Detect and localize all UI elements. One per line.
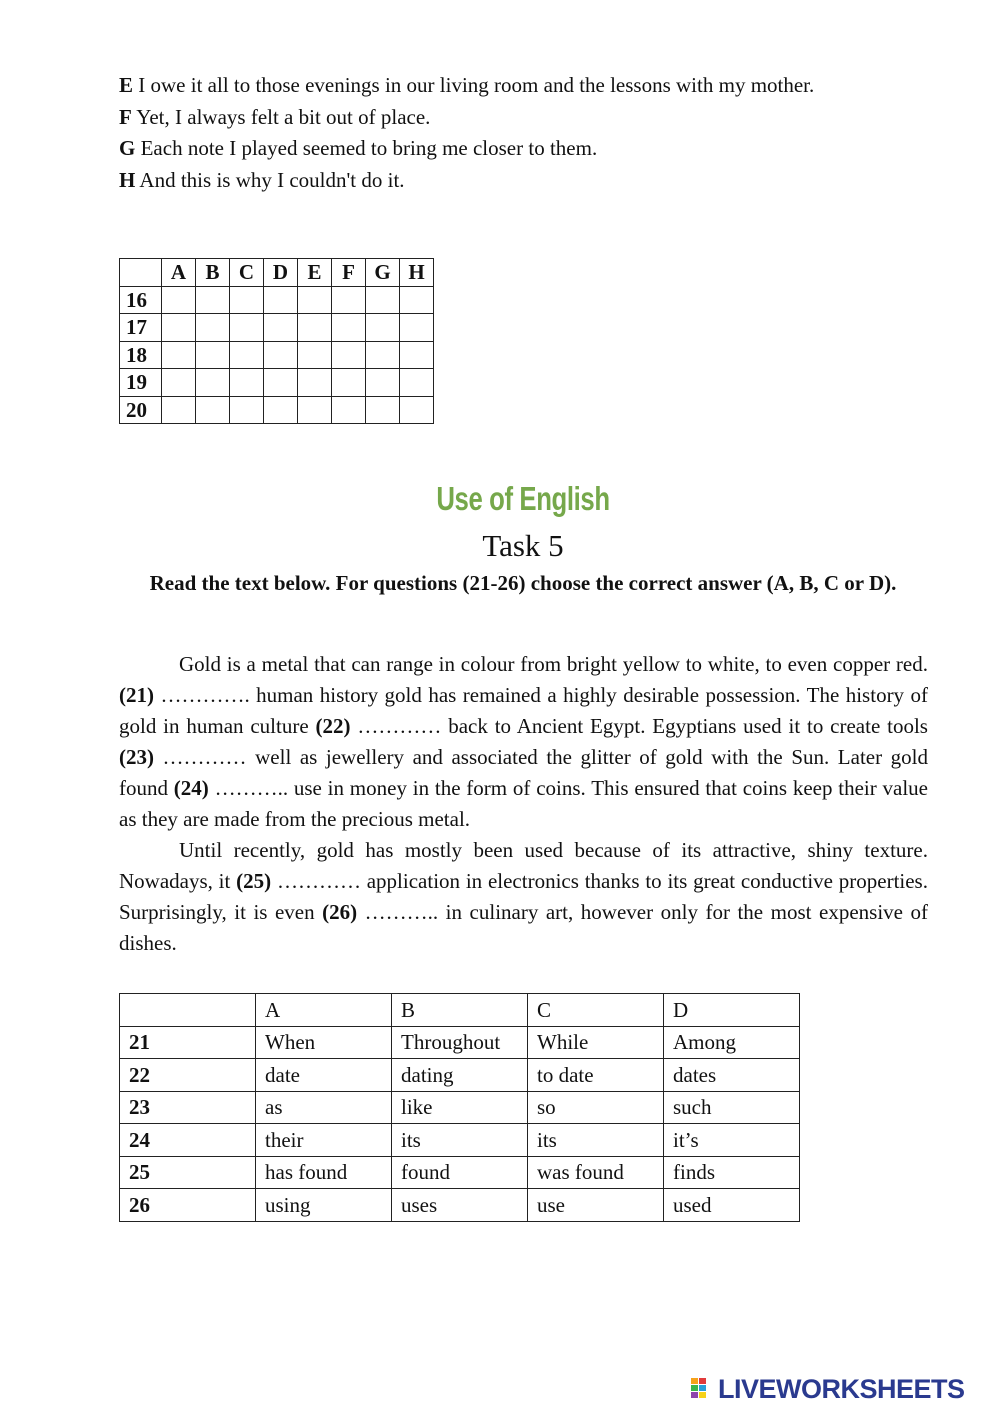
grid-col-header: A xyxy=(162,259,196,287)
grid-cell[interactable] xyxy=(264,286,298,314)
choice-cell[interactable]: finds xyxy=(664,1156,800,1189)
grid-row-number: 17 xyxy=(120,314,162,342)
choice-cell[interactable]: to date xyxy=(528,1059,664,1092)
choice-cell[interactable]: uses xyxy=(392,1189,528,1222)
choice-cell[interactable]: their xyxy=(256,1124,392,1157)
section-heading: Use of English xyxy=(436,480,610,517)
choice-cell[interactable]: found xyxy=(392,1156,528,1189)
grid-cell[interactable] xyxy=(400,314,434,342)
matching-grid xyxy=(119,258,434,424)
choice-cell[interactable]: use xyxy=(528,1189,664,1222)
grid-cell[interactable] xyxy=(264,314,298,342)
grid-cell[interactable] xyxy=(298,341,332,369)
gap-number: (22) xyxy=(315,714,351,738)
choice-cell[interactable]: has found xyxy=(256,1156,392,1189)
table-row xyxy=(120,1124,800,1157)
grid-row xyxy=(120,396,434,424)
answer-choices-table xyxy=(119,993,800,1222)
question-number: 23 xyxy=(120,1091,256,1124)
grid-row-number: 18 xyxy=(120,341,162,369)
grid-cell[interactable] xyxy=(162,396,196,424)
question-number: 21 xyxy=(120,1026,256,1059)
passage-paragraph: Until recently, gold has mostly been used because of its attractive, shiny texture. Nowadays, it (25) ………… application in electronics thanks to its great conductive properties. Surprisingly, it is even (26) ……….. in culinary art, however only for the most expensive of dishes. xyxy=(119,838,928,955)
choice-cell[interactable]: Throughout xyxy=(392,1026,528,1059)
grid-cell[interactable] xyxy=(298,369,332,397)
gap-number: (24) xyxy=(173,776,209,800)
grid-cell[interactable] xyxy=(196,314,230,342)
table-row xyxy=(120,1156,800,1189)
answers-header-cell: C xyxy=(528,994,664,1027)
grid-row-number: 20 xyxy=(120,396,162,424)
grid-cell[interactable] xyxy=(332,286,366,314)
grid-row xyxy=(120,314,434,342)
option-f: F Yet, I always felt a bit out of place. xyxy=(119,104,431,129)
grid-cell[interactable] xyxy=(264,341,298,369)
choice-cell[interactable]: it’s xyxy=(664,1124,800,1157)
grid-cell[interactable] xyxy=(230,341,264,369)
grid-col-header: E xyxy=(298,259,332,287)
grid-cell[interactable] xyxy=(230,396,264,424)
logo-text: LIVEWORKSHEETS xyxy=(718,1373,965,1404)
grid-cell[interactable] xyxy=(332,396,366,424)
grid-cell[interactable] xyxy=(298,396,332,424)
choice-cell[interactable]: like xyxy=(392,1091,528,1124)
choice-cell[interactable]: such xyxy=(664,1091,800,1124)
grid-cell[interactable] xyxy=(264,396,298,424)
choice-cell[interactable]: dating xyxy=(392,1059,528,1092)
choice-cell[interactable]: When xyxy=(256,1026,392,1059)
question-number: 26 xyxy=(120,1189,256,1222)
grid-cell[interactable] xyxy=(332,369,366,397)
gap-number: (23) xyxy=(119,745,154,769)
grid-cell[interactable] xyxy=(230,286,264,314)
grid-cell[interactable] xyxy=(162,369,196,397)
grid-cell[interactable] xyxy=(366,341,400,369)
grid-cell[interactable] xyxy=(366,369,400,397)
grid-header-row xyxy=(120,259,434,287)
grid-col-header: F xyxy=(332,259,366,287)
choice-cell[interactable]: Among xyxy=(664,1026,800,1059)
choice-cell[interactable]: date xyxy=(256,1059,392,1092)
grid-cell[interactable] xyxy=(196,369,230,397)
gap-number: (21) xyxy=(119,683,154,707)
grid-cell[interactable] xyxy=(400,369,434,397)
choice-cell[interactable]: dates xyxy=(664,1059,800,1092)
question-number: 22 xyxy=(120,1059,256,1092)
grid-cell[interactable] xyxy=(298,314,332,342)
answers-header-row xyxy=(120,994,800,1027)
choice-cell[interactable]: using xyxy=(256,1189,392,1222)
grid-row xyxy=(120,286,434,314)
choice-cell[interactable]: so xyxy=(528,1091,664,1124)
grid-col-header: C xyxy=(230,259,264,287)
choice-cell[interactable]: its xyxy=(392,1124,528,1157)
grid-cell[interactable] xyxy=(298,286,332,314)
grid-cell[interactable] xyxy=(366,286,400,314)
task-instruction: Read the text below. For questions (21-26) choose the correct answer (A, B, C or D). xyxy=(149,571,897,595)
table-row xyxy=(120,1091,800,1124)
table-row xyxy=(120,1026,800,1059)
answers-header-cell: A xyxy=(256,994,392,1027)
answers-header-cell: B xyxy=(392,994,528,1027)
grid-row xyxy=(120,369,434,397)
grid-corner xyxy=(120,259,162,287)
grid-cell[interactable] xyxy=(162,341,196,369)
grid-cell[interactable] xyxy=(230,369,264,397)
reading-passage xyxy=(119,649,928,959)
grid-col-header: B xyxy=(196,259,230,287)
grid-cell[interactable] xyxy=(196,396,230,424)
grid-cell[interactable] xyxy=(400,396,434,424)
table-row xyxy=(120,1059,800,1092)
grid-col-header: H xyxy=(400,259,434,287)
gap-number: (26) xyxy=(322,900,358,924)
choice-cell[interactable]: used xyxy=(664,1189,800,1222)
question-number: 24 xyxy=(120,1124,256,1157)
option-g: G Each note I played seemed to bring me closer to them. xyxy=(119,136,598,160)
answers-header-cell xyxy=(120,994,256,1027)
liveworksheets-logo xyxy=(690,1374,965,1404)
grid-cell[interactable] xyxy=(400,286,434,314)
grid-cell[interactable] xyxy=(196,286,230,314)
grid-col-header: G xyxy=(366,259,400,287)
choice-cell[interactable]: While xyxy=(528,1026,664,1059)
option-e: E I owe it all to those evenings in our living room and the lessons with my mother. xyxy=(119,73,815,97)
grid-cell[interactable] xyxy=(366,314,400,342)
answer-options xyxy=(119,70,939,196)
gap-number: (25) xyxy=(236,869,272,893)
task-title: Task 5 xyxy=(482,528,564,563)
choice-cell[interactable]: as xyxy=(256,1091,392,1124)
choice-cell[interactable]: was found xyxy=(528,1156,664,1189)
grid-cell[interactable] xyxy=(162,286,196,314)
option-h: H And this is why I couldn't do it. xyxy=(119,167,405,192)
grid-row-number: 19 xyxy=(120,369,162,397)
table-row xyxy=(120,1189,800,1222)
grid-cell[interactable] xyxy=(400,341,434,369)
grid-cell[interactable] xyxy=(332,314,366,342)
question-number: 25 xyxy=(120,1156,256,1189)
answers-header-cell: D xyxy=(664,994,800,1027)
grid-row-number: 16 xyxy=(120,286,162,314)
liveworksheets-logo-icon xyxy=(690,1376,714,1402)
grid-cell[interactable] xyxy=(264,369,298,397)
grid-cell[interactable] xyxy=(366,396,400,424)
grid-cell[interactable] xyxy=(162,314,196,342)
grid-row xyxy=(120,341,434,369)
grid-cell[interactable] xyxy=(332,341,366,369)
grid-cell[interactable] xyxy=(230,314,264,342)
grid-col-header: D xyxy=(264,259,298,287)
choice-cell[interactable]: its xyxy=(528,1124,664,1157)
grid-cell[interactable] xyxy=(196,341,230,369)
passage-paragraph: Gold is a metal that can range in colour from bright yellow to white, to even copper red. (21) …………. human history gold has remained a highly desirable possession. The history of gold in human culture (22) ………… back to Ancient Egypt. Egyptians used it to create tools (23) ………… well as jewellery and associated the glitter of gold with the Sun. Later gold found (24) ……….. use in money in the form of coins. This ensured that coins keep their value as they are made from the precious metal. xyxy=(119,652,929,831)
